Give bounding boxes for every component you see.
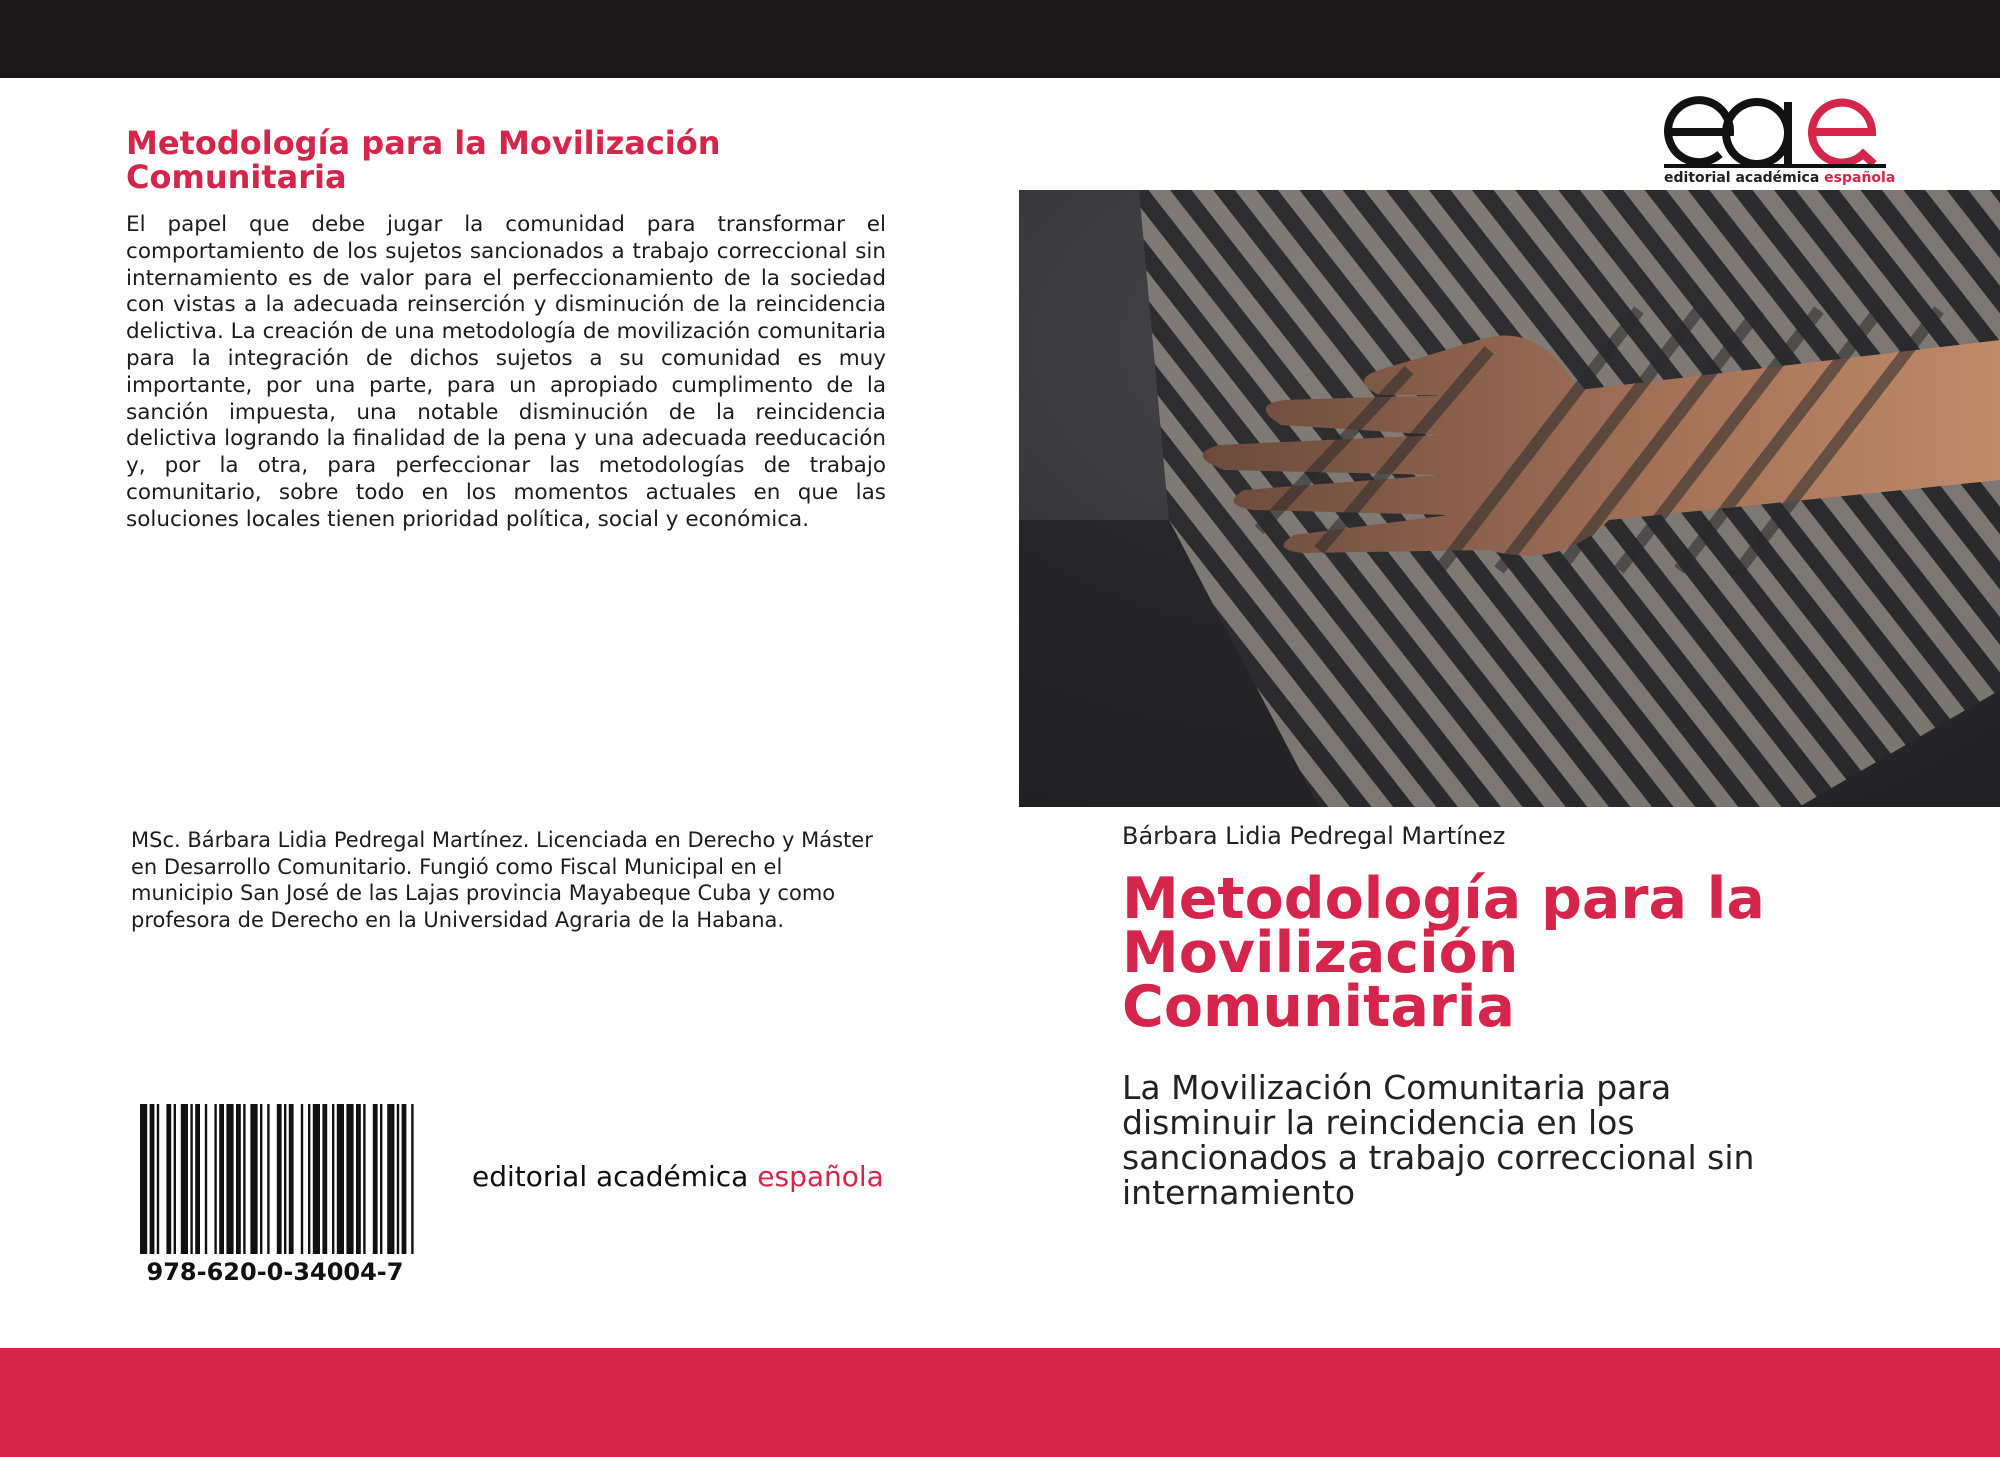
isbn-number: 978-620-0-34004-7: [146, 1258, 404, 1286]
barcode-bar: [250, 1104, 257, 1254]
barcode-bar: [190, 1104, 192, 1254]
barcode-bar: [411, 1104, 413, 1254]
barcode-bar: [140, 1104, 147, 1254]
barcode-bar: [195, 1104, 200, 1254]
author-bio: [131, 827, 891, 933]
front-author: Bárbara Lidia Pedregal Martínez: [1122, 822, 1506, 850]
barcode-bar: [337, 1104, 344, 1254]
front-title-line: Comunitaria: [1122, 974, 1515, 1040]
barcode-bar: [226, 1104, 233, 1254]
back-cover-title: Metodología para la Movilización Comunitaria: [126, 124, 721, 196]
barcode-bar: [356, 1104, 361, 1254]
logo-caption-accent: española: [1824, 170, 1896, 186]
author-bio-line: en Desarrollo Comunitario. Fungió como Fiscal Municipal en el: [131, 854, 783, 879]
barcode-bar: [157, 1104, 159, 1254]
barcode-bar: [363, 1104, 365, 1254]
barcode-bar: [313, 1104, 320, 1254]
publisher-name-accent: española: [757, 1160, 884, 1193]
front-subtitle-line: disminuir la reincidencia en los: [1122, 1103, 1635, 1142]
publisher-name-plain: editorial académica: [472, 1160, 758, 1193]
back-publisher-name: [472, 1160, 884, 1193]
barcode-bar: [267, 1104, 269, 1254]
barcode-bars: [138, 1104, 420, 1254]
author-bio-line: profesora de Derecho en la Universidad Agraria de la Habana.: [131, 907, 785, 932]
barcode-bar: [219, 1104, 224, 1254]
top-band: [0, 0, 2000, 78]
back-cover-blurb: El papel que debe jugar la comunidad para transformar el comportamiento de los sujetos sancionados a trabajo correccional sin internamiento es de valor para el perfeccionamiento de la sociedad con vistas a la adecuada reinserción y disminución de la reincidencia delictiva. La creación de una metodología de movilización comunitaria para la integración de dichos sujetos a su comunidad es muy importante, por una parte, para un apropiado cumplimento de la sanción impuesta, una notable disminución de la reincidencia delictiva logrando la finalidad de la pena y una adecuada reeducación y, por la otra, para perfeccionar las metodologías de trabajo comunitario, sobre todo en los momentos actuales en que las soluciones locales tienen prioridad política, social y económica.: [126, 212, 886, 532]
barcode-bar: [402, 1104, 407, 1254]
front-cover-title: [1122, 866, 1942, 1040]
bottom-band: [0, 1348, 2000, 1457]
barcode-bar: [181, 1104, 188, 1254]
front-subtitle-line: La Movilización Comunitaria para: [1122, 1068, 1672, 1107]
barcode-bar: [205, 1104, 207, 1254]
logo-caption-plain: editorial académica: [1664, 170, 1825, 186]
barcode-bar: [308, 1104, 310, 1254]
front-title-line: Movilización: [1122, 920, 1519, 986]
front-cover-subtitle: [1122, 1070, 1942, 1210]
author-bio-line: MSc. Bárbara Lidia Pedregal Martínez. Licenciada en Derecho y Máster: [131, 828, 873, 852]
barcode-bar: [214, 1104, 216, 1254]
cover-photo: [1019, 190, 2000, 807]
barcode-bar: [174, 1104, 176, 1254]
barcode-bar: [387, 1104, 394, 1254]
logo-caption: [1664, 170, 1895, 186]
barcode-bar: [236, 1104, 241, 1254]
barcode-bar: [373, 1104, 378, 1254]
hand-in-shadow-image: [1019, 190, 2000, 807]
barcode-bar: [166, 1104, 171, 1254]
barcode-bar: [277, 1104, 282, 1254]
barcode-bar: [397, 1104, 399, 1254]
author-bio-line: municipio San José de las Lajas provincia Mayabeque Cuba y como: [131, 881, 836, 905]
barcode-bar: [346, 1104, 353, 1254]
barcode-bar: [301, 1104, 303, 1254]
barcode-bar: [380, 1104, 382, 1254]
front-title-line: Metodología para la: [1122, 866, 1765, 932]
barcode-bar: [284, 1104, 286, 1254]
front-subtitle-line: sancionados a trabajo correccional sin: [1122, 1138, 1755, 1177]
barcode-bar: [332, 1104, 334, 1254]
barcode-bar: [322, 1104, 327, 1254]
barcode-bar: [243, 1104, 245, 1254]
barcode-bar: [260, 1104, 262, 1254]
barcode-bar: [289, 1104, 294, 1254]
front-subtitle-line: internamiento: [1122, 1173, 1356, 1212]
barcode-bar: [150, 1104, 155, 1254]
